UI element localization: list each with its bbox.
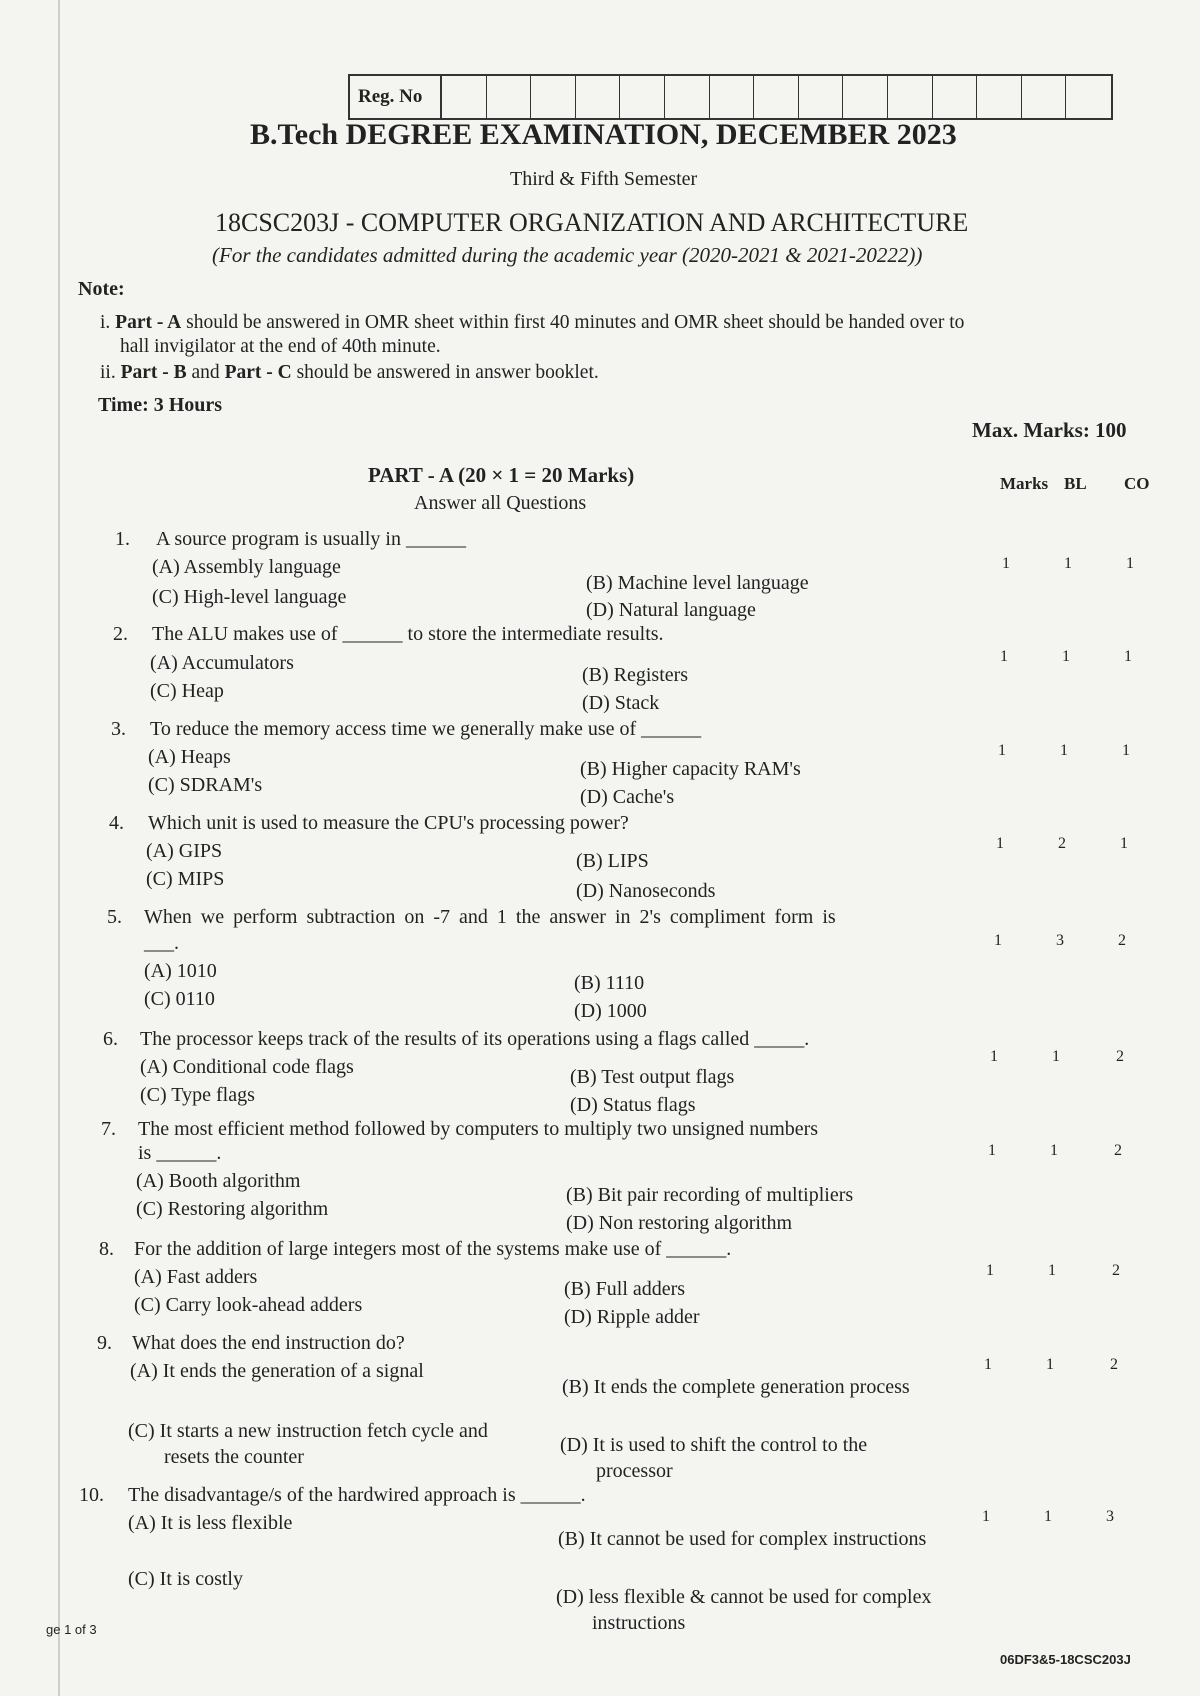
marks-value: 1	[996, 835, 1004, 852]
reg-no-cell	[710, 76, 755, 118]
option-c: (C) Restoring algorithm	[136, 1198, 329, 1220]
exam-title: B.Tech DEGREE EXAMINATION, DECEMBER 2023	[250, 118, 957, 151]
co-value: 2	[1110, 1356, 1118, 1373]
option-c: (C) MIPS	[146, 868, 225, 890]
co-value: 3	[1106, 1508, 1114, 1525]
reg-no-cell	[977, 76, 1022, 118]
question-stem: The most efficient method followed by computers to multiply two unsigned numbers	[138, 1118, 819, 1140]
reg-no-cell	[888, 76, 933, 118]
note-item-1	[100, 312, 964, 334]
option-a: (A) Accumulators	[150, 652, 294, 674]
marks-value: 1	[982, 1508, 990, 1525]
co-value: 2	[1114, 1142, 1122, 1159]
option-d: (D) 1000	[574, 1000, 647, 1022]
marks-value: 1	[990, 1048, 998, 1065]
part-a-title: PART - A (20 × 1 = 20 Marks)	[368, 463, 635, 487]
co-value: 1	[1124, 648, 1132, 665]
note-text: and	[186, 362, 225, 383]
co-value: 1	[1120, 835, 1128, 852]
option-c: (C) It is costly	[128, 1568, 243, 1590]
exam-duration: Time: 3 Hours	[98, 394, 223, 416]
note-prefix: ii.	[100, 362, 121, 383]
bl-value: 1	[1050, 1142, 1058, 1159]
question-stem: Which unit is used to measure the CPU's processing power?	[148, 812, 629, 834]
semester: Third & Fifth Semester	[510, 168, 698, 190]
option-c: (C) It starts a new instruction fetch cycle and resets the counter	[128, 1420, 488, 1468]
question-number: 7.	[101, 1118, 116, 1140]
question-stem: To reduce the memory access time we generally make use of ______	[150, 718, 702, 740]
option-b: (B) Machine level language	[586, 572, 809, 594]
bl-value: 2	[1058, 835, 1066, 852]
option-a: (A) Heaps	[148, 746, 231, 768]
reg-no-cell	[1022, 76, 1067, 118]
note-item-1-line2: hall invigilator at the end of 40th minute.	[120, 336, 441, 357]
option-b: (B) LIPS	[576, 850, 649, 872]
paper-code: 06DF3&5-18CSC203J	[1000, 1652, 1131, 1667]
bl-value: 1	[1052, 1048, 1060, 1065]
note-prefix: i.	[100, 312, 116, 333]
option-d: (D) Status flags	[570, 1094, 696, 1116]
question-number: 3.	[111, 718, 126, 740]
question-stem: For the addition of large integers most of the systems make use of ______.	[134, 1238, 732, 1260]
reg-no-cell	[933, 76, 978, 118]
question-number: 6.	[103, 1028, 118, 1050]
option-c: (C) Carry look-ahead adders	[134, 1294, 363, 1316]
question-number: 1.	[115, 528, 130, 550]
option-a: (A) Assembly language	[152, 556, 341, 578]
marks-value: 1	[994, 932, 1002, 949]
question-number: 9.	[97, 1332, 112, 1354]
option-b: (B) Full adders	[564, 1278, 686, 1300]
question-stem: The ALU makes use of ______ to store the intermediate results.	[152, 623, 664, 645]
marks-value: 1	[1000, 648, 1008, 665]
option-a: (A) Booth algorithm	[136, 1170, 301, 1192]
option-a: (A) Fast adders	[134, 1266, 258, 1288]
marks-value: 1	[984, 1356, 992, 1373]
page-number: ge 1 of 3	[46, 1622, 97, 1637]
part-a-instruction: Answer all Questions	[414, 492, 587, 514]
reg-no-cell	[576, 76, 621, 118]
question-stem: The processor keeps track of the results of its operations using a flags called _____.	[140, 1028, 810, 1050]
co-value: 1	[1122, 742, 1130, 759]
reg-no-cell	[620, 76, 665, 118]
reg-no-cell	[1066, 76, 1111, 118]
marks-value: 1	[1002, 555, 1010, 572]
reg-no-cell	[487, 76, 532, 118]
question-number: 4.	[109, 812, 124, 834]
reg-no-cell	[843, 76, 888, 118]
option-b: (B) Higher capacity RAM's	[580, 758, 801, 780]
option-c: (C) Heap	[150, 680, 224, 702]
option-d: (D) Ripple adder	[564, 1306, 700, 1328]
marks-value: 1	[986, 1262, 994, 1279]
note-item-2	[100, 362, 599, 384]
note-heading: Note:	[78, 278, 125, 300]
co-value: 2	[1116, 1048, 1124, 1065]
reg-no-label: Reg. No	[350, 76, 442, 118]
note-bold: Part - B	[120, 362, 187, 383]
option-d: (D) Natural language	[586, 599, 756, 621]
bl-value: 1	[1044, 1508, 1052, 1525]
question-number: 8.	[99, 1238, 114, 1260]
max-marks: Max. Marks: 100	[972, 418, 1127, 442]
question-stem: When we perform subtraction on -7 and 1 the answer in 2's compliment form is	[144, 906, 836, 928]
marks-value: 1	[998, 742, 1006, 759]
option-d: (D) Stack	[582, 692, 660, 714]
note-text: should be answered in OMR sheet within first 40 minutes and OMR sheet should be handed over to	[181, 312, 965, 333]
option-d: (D) Non restoring algorithm	[566, 1212, 793, 1234]
reg-no-cell	[799, 76, 844, 118]
bl-value: 1	[1064, 555, 1072, 572]
option-c: (C) High-level language	[152, 586, 347, 608]
option-b: (B) It cannot be used for complex instructions	[558, 1528, 927, 1550]
question-stem: A source program is usually in ______	[156, 528, 466, 550]
option-a: (A) 1010	[144, 960, 217, 982]
batch-note: (For the candidates admitted during the academic year (2020-2021 & 2021-20222))	[212, 243, 923, 267]
column-marks: Marks	[1000, 474, 1049, 493]
option-a: (A) It ends the generation of a signal	[130, 1360, 424, 1382]
column-bl: BL	[1064, 474, 1087, 493]
note-bold: Part - C	[224, 362, 292, 383]
option-b: (B) Registers	[582, 664, 689, 686]
option-a: (A) GIPS	[146, 840, 223, 862]
reg-no-cell	[754, 76, 799, 118]
column-co: CO	[1124, 474, 1150, 493]
option-a: (A) Conditional code flags	[140, 1056, 354, 1078]
course-title: 18CSC203J - COMPUTER ORGANIZATION AND ARCHITECTURE	[215, 208, 969, 237]
co-value: 2	[1118, 932, 1126, 949]
reg-no-cell	[531, 76, 576, 118]
option-c: (C) SDRAM's	[148, 774, 263, 796]
option-a: (A) It is less flexible	[128, 1512, 293, 1534]
option-d: (D) It is used to shift the control to the processor	[560, 1434, 868, 1482]
question-stem-continued: ___.	[144, 932, 179, 954]
question-stem: What does the end instruction do?	[132, 1332, 405, 1354]
question-stem: The disadvantage/s of the hardwired approach is ______.	[128, 1484, 586, 1506]
marks-value: 1	[988, 1142, 996, 1159]
question-number: 10.	[79, 1484, 104, 1506]
bl-value: 1	[1060, 742, 1068, 759]
option-b: (B) It ends the complete generation process	[562, 1376, 910, 1398]
co-value: 2	[1112, 1262, 1120, 1279]
note-bold: Part - A	[115, 312, 182, 333]
option-c: (C) Type flags	[140, 1084, 255, 1106]
bl-value: 3	[1056, 932, 1064, 949]
option-b: (B) 1110	[574, 972, 645, 994]
bl-value: 1	[1048, 1262, 1056, 1279]
option-d: (D) Nanoseconds	[576, 880, 716, 902]
bl-value: 1	[1046, 1356, 1054, 1373]
option-c: (C) 0110	[144, 988, 215, 1010]
option-b: (B) Test output flags	[570, 1066, 735, 1088]
option-d: (D) less flexible & cannot be used for complex instructions	[556, 1586, 932, 1634]
co-value: 1	[1126, 555, 1134, 572]
option-b: (B) Bit pair recording of multipliers	[566, 1184, 854, 1206]
question-number: 5.	[107, 906, 122, 928]
page-edge	[58, 0, 60, 1696]
reg-no-cell	[665, 76, 710, 118]
question-stem-continued: is ______.	[138, 1142, 222, 1164]
option-d: (D) Cache's	[580, 786, 675, 808]
bl-value: 1	[1062, 648, 1070, 665]
question-number: 2.	[113, 623, 128, 645]
reg-no-cell	[442, 76, 487, 118]
reg-no-box	[348, 74, 1113, 120]
note-text: should be answered in answer booklet.	[291, 362, 599, 383]
